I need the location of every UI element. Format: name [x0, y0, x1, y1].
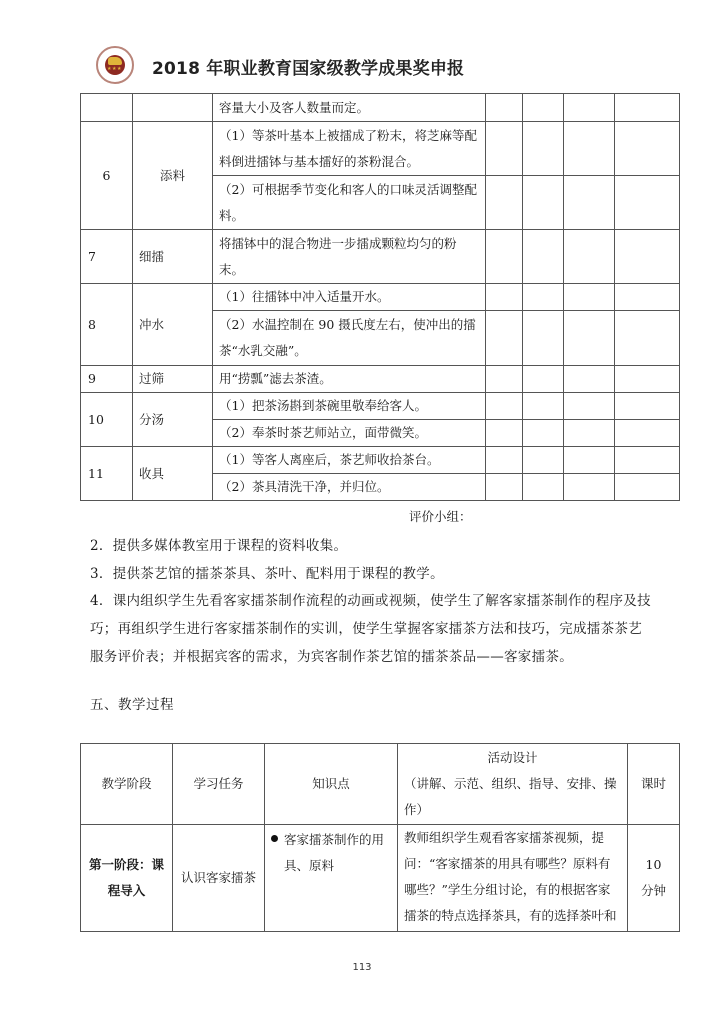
step-name: 添料 — [133, 122, 213, 230]
score-cell — [564, 284, 615, 311]
paragraph-2: 2．提供多媒体教室用于课程的资料收集。 — [90, 538, 348, 554]
step-number: 10 — [81, 393, 133, 447]
score-cell — [486, 311, 523, 366]
document-header-title: 2018 年职业教育国家级教学成果奖申报 — [152, 59, 465, 79]
score-cell — [564, 176, 615, 230]
header-activity-subtitle: （讲解、示范、组织、指导、安排、操作） — [404, 776, 617, 817]
teaching-process-table — [80, 743, 680, 932]
score-cell — [486, 366, 523, 393]
step-description: （2）可根据季节变化和客人的口味灵活调整配料。 — [213, 176, 486, 230]
table-row — [81, 447, 680, 474]
score-cell — [523, 94, 564, 122]
step-number: 8 — [81, 284, 133, 366]
step-description: （2）茶具清洗干净，并归位。 — [213, 474, 486, 501]
table-row — [81, 825, 680, 932]
process-evaluation-table — [80, 93, 680, 501]
table-row — [81, 393, 680, 420]
score-cell — [523, 420, 564, 447]
score-cell — [564, 311, 615, 366]
score-cell — [486, 94, 523, 122]
step-description: 用“捞瓢”滤去茶渣。 — [213, 366, 486, 393]
header-task: 学习任务 — [173, 744, 265, 825]
score-cell — [564, 230, 615, 284]
horse-icon — [108, 57, 122, 65]
score-cell — [523, 122, 564, 176]
step-name: 冲水 — [133, 284, 213, 366]
step-description: 容量大小及客人数量而定。 — [213, 94, 486, 122]
score-cell — [486, 122, 523, 176]
score-cell — [615, 447, 680, 474]
score-cell — [564, 420, 615, 447]
step-description: 将擂钵中的混合物进一步擂成颗粒均匀的粉末。 — [213, 230, 486, 284]
score-cell — [564, 474, 615, 501]
page-number: 113 — [352, 962, 372, 973]
paragraph-3: 3．提供茶艺馆的擂茶茶具、茶叶、配料用于课程的教学。 — [90, 566, 444, 582]
table-row — [81, 366, 680, 393]
step-name — [133, 94, 213, 122]
step-description: （1）往擂钵中冲入适量开水。 — [213, 284, 486, 311]
score-cell — [523, 393, 564, 420]
score-cell — [486, 284, 523, 311]
score-cell — [486, 176, 523, 230]
score-cell — [523, 474, 564, 501]
header-knowledge: 知识点 — [265, 744, 398, 825]
table-row — [81, 94, 680, 122]
step-number: 6 — [81, 122, 133, 230]
bullet-icon — [271, 835, 278, 842]
step-description: （2）水温控制在 90 摄氏度左右，使冲出的擂茶“水乳交融”。 — [213, 311, 486, 366]
header-activity — [398, 744, 628, 825]
score-cell — [486, 230, 523, 284]
step-description: （1）等茶叶基本上被擂成了粉末，将芝麻等配料倒进擂钵与基本擂好的茶粉混合。 — [213, 122, 486, 176]
score-cell — [564, 366, 615, 393]
paragraph-4-line-2: 巧；再组织学生进行客家擂茶制作的实训，使学生掌握客家擂茶方法和技巧，完成擂茶茶艺 — [90, 621, 642, 637]
score-cell — [564, 94, 615, 122]
score-cell — [615, 311, 680, 366]
score-cell — [486, 447, 523, 474]
score-cell — [615, 474, 680, 501]
activity-cell: 教师组织学生观看客家擂茶视频，提问：“客家擂茶的用具有哪些？原料有哪些？”学生分组讨论，有的根据客家擂茶的特点选择茶具，有的选择茶叶和 — [398, 825, 628, 932]
hours-cell — [628, 825, 680, 932]
header-stage: 教学阶段 — [81, 744, 173, 825]
table-row — [81, 230, 680, 284]
evaluation-group-label: 评价小组： — [409, 509, 472, 524]
step-number: 11 — [81, 447, 133, 501]
score-cell — [523, 284, 564, 311]
step-number: 9 — [81, 366, 133, 393]
table-row — [81, 122, 680, 176]
step-number — [81, 94, 133, 122]
score-cell — [615, 230, 680, 284]
score-cell — [523, 447, 564, 474]
knowledge-cell — [265, 825, 398, 932]
header-hours: 课时 — [628, 744, 680, 825]
score-cell — [615, 94, 680, 122]
score-cell — [615, 420, 680, 447]
hours-value: 10 — [645, 857, 662, 872]
stars-icon: ★★★ — [107, 66, 122, 72]
stage-cell: 第一阶段：课程导入 — [81, 825, 173, 932]
step-name: 分汤 — [133, 393, 213, 447]
score-cell — [615, 176, 680, 230]
score-cell — [486, 474, 523, 501]
step-name: 细擂 — [133, 230, 213, 284]
score-cell — [615, 284, 680, 311]
score-cell — [615, 366, 680, 393]
paragraph-4-line-3: 服务评价表；并根据宾客的需求，为宾客制作茶艺馆的擂茶茶品——客家擂茶。 — [90, 649, 573, 665]
score-cell — [564, 393, 615, 420]
step-description: （1）把茶汤斟到茶碗里敬奉给客人。 — [213, 393, 486, 420]
score-cell — [486, 393, 523, 420]
school-emblem-logo — [96, 46, 134, 84]
step-name: 过筛 — [133, 366, 213, 393]
hours-unit: 分钟 — [640, 883, 666, 898]
score-cell — [486, 420, 523, 447]
score-cell — [523, 366, 564, 393]
score-cell — [523, 230, 564, 284]
score-cell — [615, 393, 680, 420]
paragraph-4-line-1: 4．课内组织学生先看客家擂茶制作流程的动画或视频，使学生了解客家擂茶制作的程序及技 — [90, 593, 651, 609]
step-description: （1）等客人离座后，茶艺师收拾茶台。 — [213, 447, 486, 474]
step-number: 7 — [81, 230, 133, 284]
table-row — [81, 284, 680, 311]
header-activity-title: 活动设计 — [487, 750, 538, 765]
step-name: 收具 — [133, 447, 213, 501]
score-cell — [564, 122, 615, 176]
section-heading: 五、教学过程 — [90, 697, 174, 713]
score-cell — [523, 176, 564, 230]
score-cell — [615, 122, 680, 176]
score-cell — [564, 447, 615, 474]
step-description: （2）奉茶时茶艺师站立，面带微笑。 — [213, 420, 486, 447]
score-cell — [523, 311, 564, 366]
table-header-row — [81, 744, 680, 825]
knowledge-text: 客家擂茶制作的用具、原料 — [284, 832, 385, 873]
task-cell: 认识客家擂茶 — [173, 825, 265, 932]
